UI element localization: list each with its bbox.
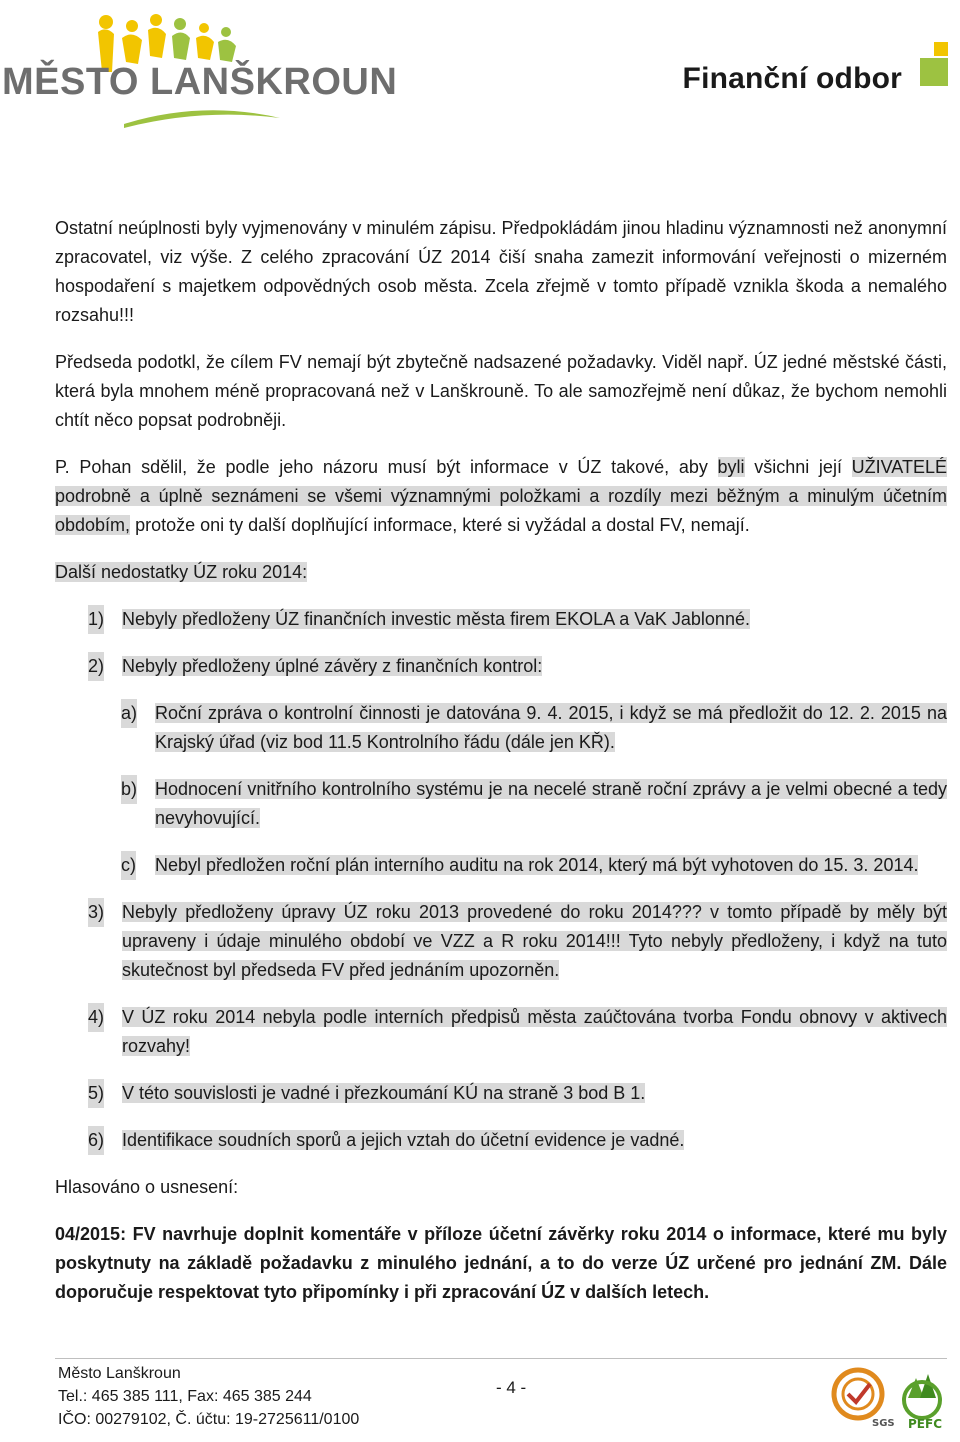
certification-logos-icon xyxy=(830,1364,948,1434)
list-item-number: 1) xyxy=(88,605,104,634)
sgs-cert-icon xyxy=(834,1370,895,1429)
pohan-highlight-users: UŽIVATELÉ podrobně a úplně seznámeni se všemi významnými položkami a rozdíly mezi běžným a minulým účetním obdobím, xyxy=(55,457,947,535)
pohan-highlight-byli: byli xyxy=(717,457,745,477)
sub-list-item-letter: c) xyxy=(121,851,136,880)
paragraph-chairman-remark: Předseda podotkl, že cílem FV nemají být zbytečně nadsazené požadavky. Viděl např. ÚZ jedné městské části, která byla mnohem méně propracovaná než v Lanškrouně. To ale samozřejmě není důkaz, že bychom nemohli chtít něco popsat podrobněji. xyxy=(55,352,947,430)
list-item-text: Nebyly předloženy ÚZ finančních investic města firem EKOLA a VaK Jablonné. xyxy=(122,609,750,629)
list-item xyxy=(55,1079,947,1108)
list-item-text: Nebyly předloženy úpravy ÚZ roku 2013 provedené do roku 2014??? v tomto případě by měly být upraveny i údaje minulého období ve VZZ a R roku 2014!!! Tyto nebyly předloženy, i když na tuto skutečnost byl předseda FV před jednáním upozorněn. xyxy=(122,902,947,980)
list-item-number: 2) xyxy=(88,652,104,681)
pefc-cert-icon xyxy=(904,1374,942,1431)
list-item xyxy=(55,1003,947,1061)
sub-list-item xyxy=(55,699,947,757)
list-item-number: 5) xyxy=(88,1079,104,1108)
footer-contact-block xyxy=(58,1362,359,1431)
resolution-text: 04/2015: FV navrhuje doplnit komentáře v příloze účetní závěrky roku 2014 o informace, které mu byly poskytnuty na základě požadavku z minulého jednání, a to do verze ÚZ určené pro jednání ZM. Dále doporučuje respektovat tyto připomínky i při zpracování ÚZ v dalších letech. xyxy=(55,1224,947,1302)
document-body xyxy=(55,214,947,1307)
header-squares-icon xyxy=(920,40,950,90)
list-item xyxy=(55,605,947,634)
page-number: - 4 - xyxy=(496,1378,527,1397)
footer-ids: IČO: 00279102, Č. účtu: 19-2725611/0100 xyxy=(58,1411,360,1428)
city-logo xyxy=(0,8,398,128)
list-item-number: 4) xyxy=(88,1003,104,1032)
list-item-text: Nebyly předloženy úplné závěry z finančních kontrol: xyxy=(122,656,543,676)
list-item-number: 6) xyxy=(88,1126,104,1155)
pohan-text-part5: protože oni ty další doplňující informace, které si vyžádal a dostal FV, nemají. xyxy=(130,515,750,535)
footer-org: Město Lanškroun xyxy=(58,1365,181,1382)
sub-list-item-text: Hodnocení vnitřního kontrolního systému je na necelé straně roční zprávy a je velmi obecné a tedy nevyhovující. xyxy=(155,779,947,828)
list-item xyxy=(55,652,947,681)
sub-list-item-text: Nebyl předložen roční plán interního auditu na rok 2014, který má být vyhotoven do 15. 3. 2014. xyxy=(155,855,919,875)
logo-word-mesto: MĚSTO xyxy=(2,61,139,103)
sgs-label: SGS xyxy=(872,1418,895,1429)
pohan-text-part1: P. Pohan sdělil, že podle jeho názoru musí být informace v ÚZ takové, aby xyxy=(55,457,718,477)
list-item xyxy=(55,1126,947,1155)
list-item-number: 3) xyxy=(88,898,104,927)
vote-label: Hlasováno o usnesení: xyxy=(55,1177,239,1197)
list-item xyxy=(55,898,947,985)
sub-list-item-text: Roční zpráva o kontrolní činnosti je datována 9. 4. 2015, i když se má předložit do 12. 2. 2015 na Krajský úřad (viz bod 11.5 Kontrolního řádu (dále jen KŘ). xyxy=(155,703,947,752)
section-heading xyxy=(55,558,947,587)
footer-contact: Tel.: 465 385 111, Fax: 465 385 244 xyxy=(58,1388,312,1405)
list-item-text: V této souvislosti je vadné i přezkoumání KÚ na straně 3 bod B 1. xyxy=(122,1083,646,1103)
sub-list-item xyxy=(55,851,947,880)
pefc-label: PEFC xyxy=(908,1417,942,1431)
list-item-text: Identifikace soudních sporů a jejich vztah do účetní evidence je vadné. xyxy=(122,1130,685,1150)
sub-list-item-letter: a) xyxy=(121,699,137,728)
sub-list-item-letter: b) xyxy=(121,775,137,804)
pohan-text-part3: všichni její xyxy=(744,457,852,477)
section-heading-text: Další nedostatky ÚZ roku 2014: xyxy=(55,562,308,582)
paragraph-pohan-statement xyxy=(55,453,947,540)
logo-wordmark xyxy=(2,62,397,102)
logo-swoosh-icon xyxy=(122,104,282,130)
sub-list-item xyxy=(55,775,947,833)
paragraph-incompleteness: Ostatní neúplnosti byly vyjmenovány v minulém zápisu. Předpokládám jinou hladinu významnosti než anonymní zpracovatel, viz výše. Z celého zpracování ÚZ 2014 čiší snaha zamezit informování veřejnosti o mizerném hospodaření s majetkem odpovědných osob města. Zcela zřejmě v tomto případě vznikla škoda a nemalého rozsahu!!! xyxy=(55,218,947,325)
footer-divider xyxy=(55,1358,947,1359)
list-item-text: V ÚZ roku 2014 nebyla podle interních předpisů města zaúčtována tvorba Fondu obnovy v aktivech rozvahy! xyxy=(122,1007,947,1056)
department-title: Finanční odbor xyxy=(682,62,902,95)
logo-word-lanskroun: LANŠKROUN xyxy=(150,61,398,103)
